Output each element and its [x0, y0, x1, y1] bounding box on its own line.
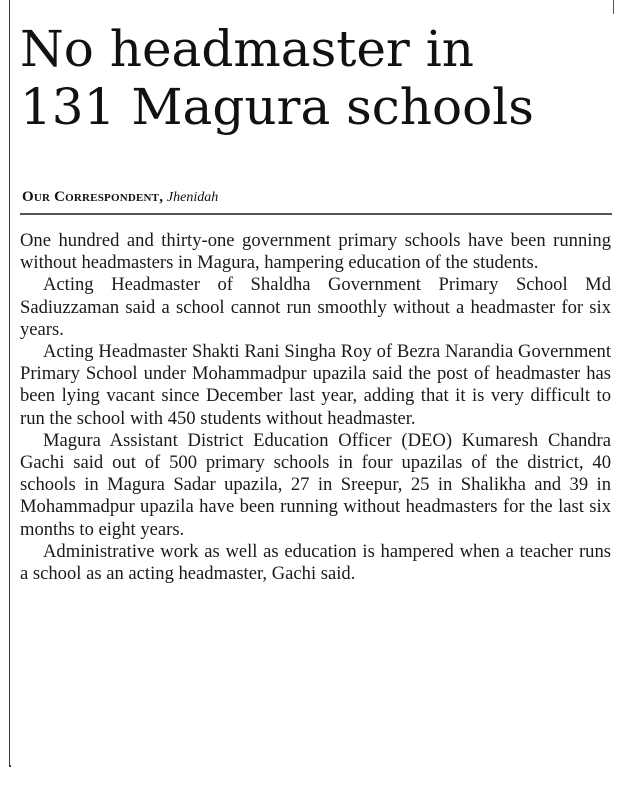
column-rule-right	[613, 0, 614, 14]
article-body	[20, 230, 611, 585]
paragraph-3: Acting Headmaster Shakti Rani Singha Roy of Bezra Narandia Government Primary School under Mohammadpur upazila said the post of headmaster has been lying vacant since December last year, adding that it is very difficult to run the school with 450 students without headmaster.	[20, 341, 611, 429]
column-rule-corner	[9, 765, 11, 767]
paragraph-2: Acting Headmaster of Shaldha Government Primary School Md Sadiuzzaman said a school cannot run smoothly without a headmaster for six years.	[20, 274, 611, 340]
byline-divider	[20, 213, 612, 215]
paragraph-4: Magura Assistant District Education Officer (DEO) Kumaresh Chandra Gachi said out of 500 primary schools in four upazilas of the district, 40 schools in Magura Sadar upazila, 27 in Sreepur, 25 in Shalikha and 39 in Mohammadpur upazila have been running without headmasters for the last six months to eight years.	[20, 429, 611, 540]
byline-author: Our Correspondent,	[22, 189, 164, 205]
headline-line-1: No headmaster in	[20, 20, 474, 78]
byline-location: Jhenidah	[166, 190, 219, 205]
paragraph-1: One hundred and thirty-one government primary schools have been running without headmasters in Magura, hampering education of the students.	[20, 230, 611, 274]
column-rule-left	[9, 0, 10, 765]
paragraph-5: Administrative work as well as education is hampered when a teacher runs a school as an acting headmaster, Gachi said.	[20, 540, 611, 585]
byline	[22, 189, 218, 206]
headline-line-2: 131 Magura schools	[20, 78, 534, 136]
headline	[20, 20, 616, 136]
